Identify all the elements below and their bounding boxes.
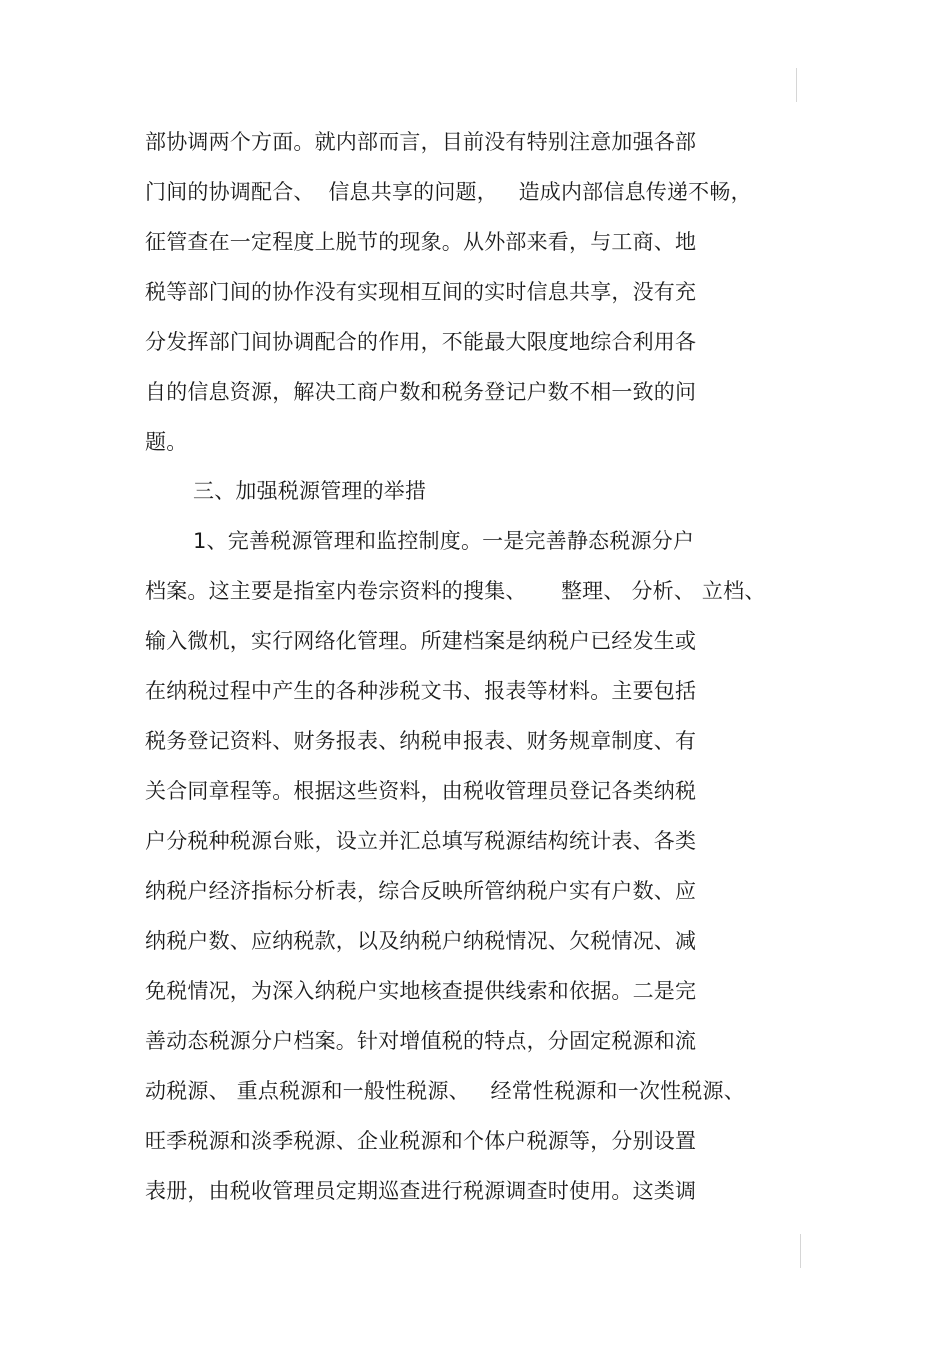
text-line: 动税源、 重点税源和一般性税源、 经常性税源和一次性税源、	[145, 1079, 745, 1103]
page-edge-mark-top	[796, 68, 797, 102]
text-line: 表册，由税收管理员定期巡查进行税源调查时使用。这类调	[145, 1179, 697, 1203]
text-line: 善动态税源分户档案。针对增值税的特点，分固定税源和流	[145, 1029, 697, 1053]
text-line: 门间的协调配合、 信息共享的问题， 造成内部信息传递不畅，	[145, 180, 752, 204]
page-edge-mark-bottom	[800, 1234, 801, 1268]
text-line: 题。	[145, 430, 188, 454]
text-line: 户分税种税源台账，设立并汇总填写税源结构统计表、各类	[145, 829, 697, 853]
text-line: 部协调两个方面。就内部而言，目前没有特别注意加强各部	[145, 130, 697, 154]
text-line: 征管查在一定程度上脱节的现象。从外部来看，与工商、地	[145, 230, 697, 254]
section-heading: 三、加强税源管理的举措	[193, 479, 427, 503]
text-line: 自的信息资源，解决工商户数和税务登记户数不相一致的问	[145, 380, 697, 404]
text-line: 旺季税源和淡季税源、企业税源和个体户税源等，分别设置	[145, 1129, 697, 1153]
text-line: 关合同章程等。根据这些资料，由税收管理员登记各类纳税	[145, 779, 697, 803]
text-line: 档案。这主要是指室内卷宗资料的搜集、 整理、 分析、 立档、	[145, 579, 766, 603]
text-line: 税等部门间的协作没有实现相互间的实时信息共享，没有充	[145, 280, 697, 304]
text-line: 税务登记资料、财务报表、纳税申报表、财务规章制度、有	[145, 729, 697, 753]
text-line: 分发挥部门间协调配合的作用，不能最大限度地综合利用各	[145, 330, 697, 354]
text-line: 在纳税过程中产生的各种涉税文书、报表等材料。主要包括	[145, 679, 697, 703]
text-line: 纳税户数、应纳税款，以及纳税户纳税情况、欠税情况、减	[145, 929, 697, 953]
text-line: 免税情况，为深入纳税户实地核查提供线索和依据。二是完	[145, 979, 697, 1003]
text-line: 纳税户经济指标分析表，综合反映所管纳税户实有户数、应	[145, 879, 697, 903]
paragraph-first-line: 1、完善税源管理和监控制度。一是完善静态税源分户	[193, 529, 695, 553]
text-line: 输入微机，实行网络化管理。所建档案是纳税户已经发生或	[145, 629, 697, 653]
